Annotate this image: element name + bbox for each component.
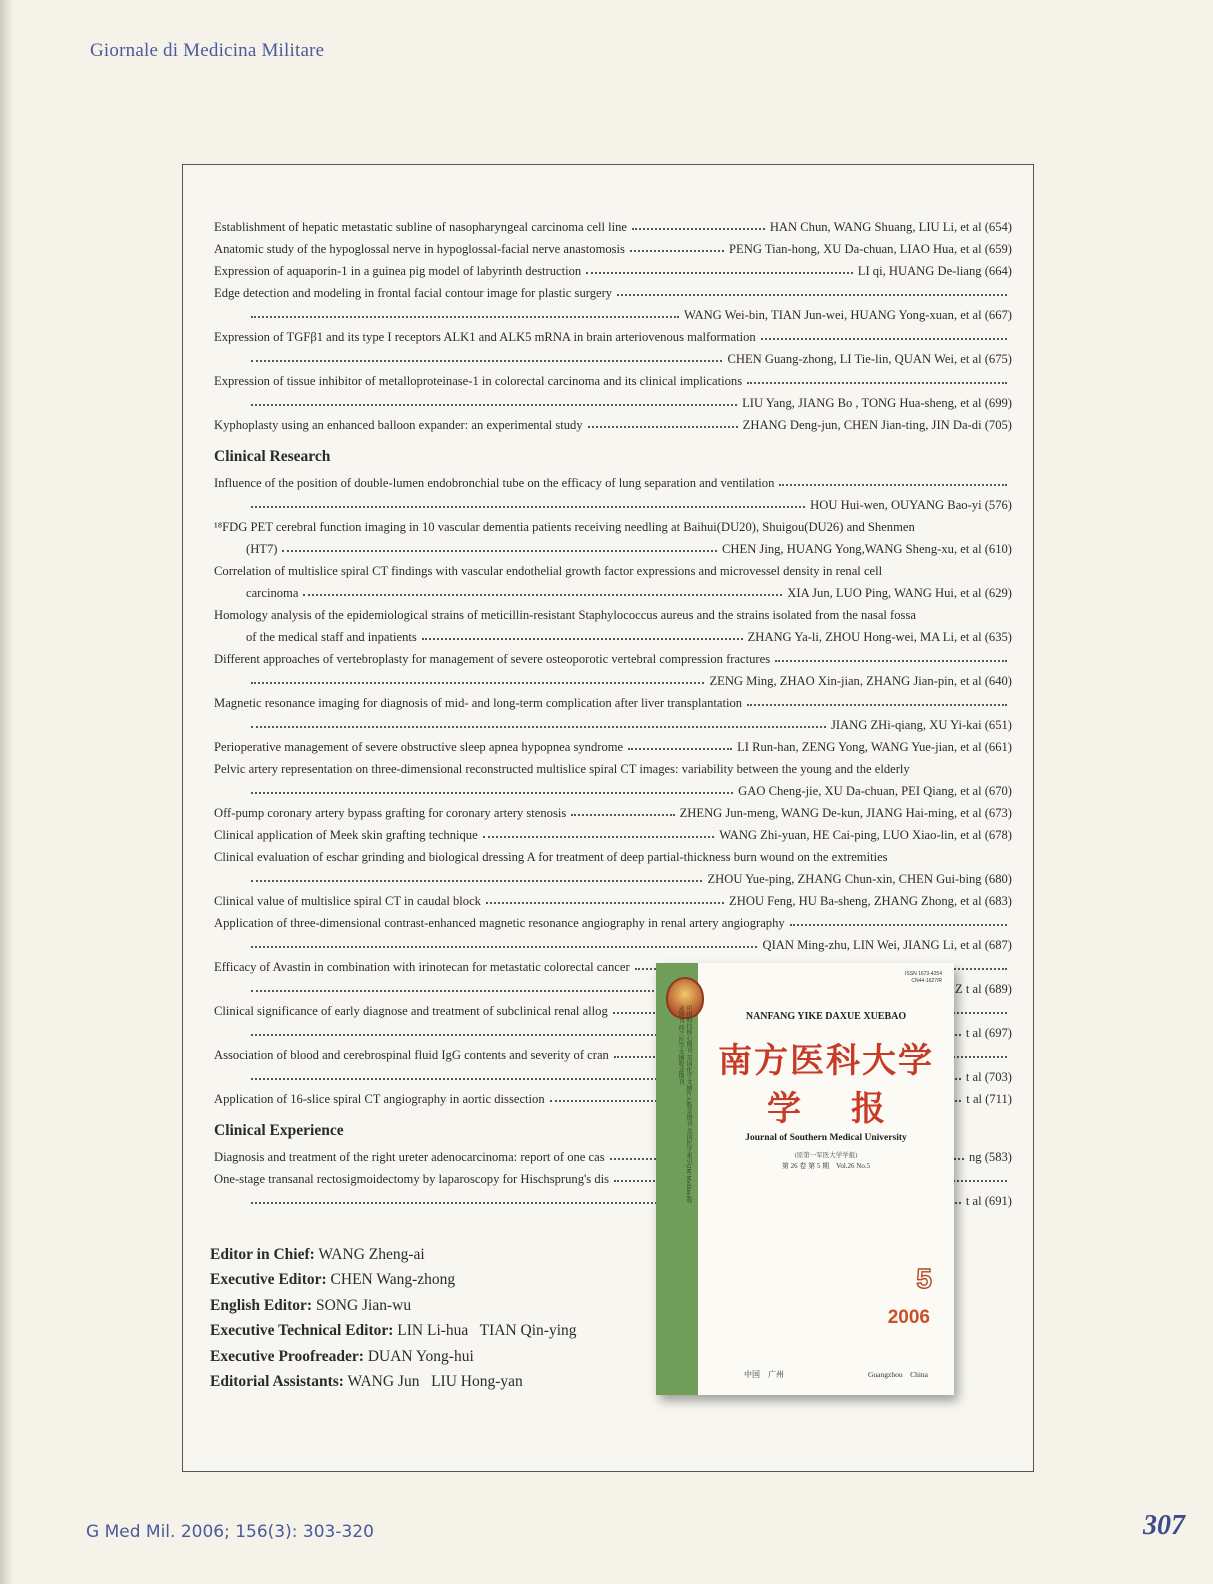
article-authors-page: t al (697) bbox=[965, 1026, 1012, 1040]
dot-leader bbox=[251, 946, 757, 948]
toc-line bbox=[214, 714, 1012, 736]
article-title: Expression of TGFβ1 and its type I receptors ALK1 and ALK5 mRNA in brain arteriovenous malformation bbox=[214, 330, 756, 344]
article-title: Influence of the position of double-lumen endobronchial tube on the efficacy of lung separation and ventilation bbox=[214, 476, 775, 490]
article-authors-page: t al (703) bbox=[965, 1070, 1012, 1084]
masthead bbox=[210, 1242, 577, 1394]
dot-leader bbox=[628, 748, 732, 750]
dot-leader bbox=[586, 272, 853, 274]
toc-line bbox=[214, 216, 1012, 238]
masthead-label: Editor in Chief: bbox=[210, 1246, 315, 1263]
article-title: Clinical significance of early diagnose and treatment of subclinical renal allog bbox=[214, 1004, 608, 1018]
cover-city-english: Guangzhou China bbox=[868, 1370, 928, 1379]
toc-line bbox=[214, 824, 1012, 846]
article-title: Different approaches of vertebroplasty for management of severe osteoporotic vertebral compression fractures bbox=[214, 652, 771, 666]
cover-issue-number: 5 bbox=[916, 1263, 932, 1294]
masthead-row bbox=[210, 1293, 577, 1318]
article-title: Perioperative management of severe obstructive sleep apnea hypopnea syndrome bbox=[214, 740, 624, 754]
page-gutter bbox=[0, 0, 14, 1584]
toc-entry bbox=[214, 758, 1012, 802]
dot-leader bbox=[251, 792, 733, 794]
article-authors-page: GAO Cheng-jie, XU Da-chuan, PEI Qiang, et al (670) bbox=[738, 784, 1012, 798]
article-authors-page: CHEN Jing, HUANG Yong,WANG Sheng-xu, et al (610) bbox=[722, 542, 1012, 556]
toc-line bbox=[214, 648, 1012, 670]
toc-line bbox=[214, 582, 1012, 604]
toc-entry bbox=[214, 890, 1012, 912]
article-title: Correlation of multislice spiral CT findings with vascular endothelial growth factor expressions and microvessel density in renal cell bbox=[214, 564, 883, 578]
toc-line bbox=[214, 736, 1012, 758]
cover-english-title: Journal of Southern Medical University bbox=[745, 1133, 907, 1143]
article-title: Application of three-dimensional contrast-enhanced magnetic resonance angiography in renal artery angiography bbox=[214, 916, 785, 930]
masthead-label: Executive Technical Editor: bbox=[210, 1322, 394, 1340]
toc-line bbox=[214, 692, 1012, 714]
toc-line bbox=[214, 348, 1012, 370]
toc-line bbox=[214, 370, 1012, 392]
masthead-row bbox=[210, 1344, 577, 1369]
toc-line bbox=[214, 414, 1012, 436]
toc-line bbox=[214, 260, 1012, 282]
article-authors-page: t al (691) bbox=[965, 1194, 1012, 1208]
article-authors-page: ZHENG Jun-meng, WANG De-kun, JIANG Hai-ming, et al (673) bbox=[679, 806, 1012, 820]
article-title: Kyphoplasty using an enhanced balloon expander: an experimental study bbox=[214, 418, 583, 432]
cover-volume: 第 26 卷 第 5 期 Vol.26 No.5 bbox=[781, 1162, 871, 1170]
toc-entry bbox=[214, 824, 1012, 846]
article-authors-page: HOU Hui-wen, OUYANG Bao-yi (576) bbox=[810, 498, 1012, 512]
cover-spine-text: 中国科技核心期刊 美国化学文摘(CA)收录期刊 美国医学索引(IM/Medline)收录期刊 荷兰医学文摘收录期刊 bbox=[677, 1005, 691, 1204]
dot-leader bbox=[483, 836, 715, 838]
toc-entry bbox=[214, 516, 1012, 560]
toc-line bbox=[214, 472, 1012, 494]
masthead-row bbox=[210, 1369, 577, 1394]
dot-leader bbox=[251, 360, 722, 362]
dot-leader bbox=[251, 726, 826, 728]
masthead-value: WANG Zheng-ai bbox=[318, 1246, 425, 1263]
toc-line bbox=[214, 516, 1012, 538]
dot-leader bbox=[303, 594, 782, 596]
article-authors-page: ng (583) bbox=[968, 1150, 1012, 1164]
masthead-value: LIN Li-hua TIAN Qin-ying bbox=[397, 1322, 577, 1340]
article-authors-page: ZHANG Ya-li, ZHOU Hong-wei, MA Li, et al (635) bbox=[747, 630, 1012, 644]
cover-pinyin-title: NANFANG YIKE DAXUE XUEBAO bbox=[745, 1011, 907, 1022]
toc-entry bbox=[214, 560, 1012, 604]
toc-line bbox=[214, 604, 1012, 626]
dot-leader bbox=[251, 682, 704, 684]
toc-entry bbox=[214, 238, 1012, 260]
toc-entry bbox=[214, 604, 1012, 648]
dot-leader bbox=[251, 880, 702, 882]
running-head: Giornale di Medicina Militare bbox=[90, 40, 325, 61]
article-title: Anatomic study of the hypoglossal nerve in hypoglossal-facial nerve anastomosis bbox=[214, 242, 625, 256]
toc-entry bbox=[214, 736, 1012, 758]
article-authors-page: PENG Tian-hong, XU Da-chuan, LIAO Hua, et al (659) bbox=[729, 242, 1012, 256]
article-authors-page: JIANG ZHi-qiang, XU Yi-kai (651) bbox=[830, 718, 1012, 732]
dot-leader bbox=[761, 338, 1007, 340]
toc-line bbox=[214, 802, 1012, 824]
cover-issn: ISSN 1673-4254 CN44-1627/R bbox=[905, 971, 942, 984]
article-authors-page: ZHOU Feng, HU Ba-sheng, ZHANG Zhong, et al (683) bbox=[729, 894, 1012, 908]
masthead-row bbox=[210, 1267, 577, 1292]
masthead-label: Editorial Assistants: bbox=[210, 1373, 344, 1391]
article-title: carcinoma bbox=[246, 586, 299, 600]
toc-entry bbox=[214, 648, 1012, 692]
article-title: Clinical evaluation of eschar grinding and biological dressing A for treatment of deep partial-thickness burn wound on the extremities bbox=[214, 850, 888, 864]
article-authors-page: WANG Wei-bin, TIAN Jun-wei, HUANG Yong-xuan, et al (667) bbox=[683, 308, 1012, 322]
article-authors-page: WANG Zhi-yuan, HE Cai-ping, LUO Xiao-lin, et al (678) bbox=[719, 828, 1012, 842]
toc-entry bbox=[214, 414, 1012, 436]
toc-line bbox=[214, 626, 1012, 648]
article-title: Application of 16-slice spiral CT angiography in aortic dissection bbox=[214, 1092, 545, 1106]
article-authors-page: ZHOU Yue-ping, ZHANG Chun-xin, CHEN Gui-bing (680) bbox=[707, 872, 1012, 886]
toc-entry bbox=[214, 326, 1012, 370]
article-title: Edge detection and modeling in frontal facial contour image for plastic surgery bbox=[214, 286, 613, 300]
page-number: 307 bbox=[1143, 1510, 1185, 1541]
article-title: Magnetic resonance imaging for diagnosis of mid- and long-term complication after liver transplantation bbox=[214, 696, 743, 710]
dot-leader bbox=[779, 484, 1007, 486]
dot-leader bbox=[282, 550, 717, 552]
cover-subtitle: (原第一军医大学学报) bbox=[794, 1152, 858, 1159]
toc-entry bbox=[214, 912, 1012, 956]
article-title: (HT7) bbox=[246, 542, 278, 556]
dot-leader bbox=[747, 382, 1007, 384]
toc-entry bbox=[214, 370, 1012, 414]
section-heading: Clinical Experience bbox=[214, 1122, 344, 1139]
dot-leader bbox=[251, 506, 805, 508]
article-title: Pelvic artery representation on three-dimensional reconstructed multislice spiral CT images: variability between the young and the elderly bbox=[214, 762, 910, 776]
article-title: Clinical application of Meek skin grafting technique bbox=[214, 828, 478, 842]
article-title: of the medical staff and inpatients bbox=[246, 630, 417, 644]
toc-line bbox=[214, 392, 1012, 414]
toc-entry bbox=[214, 692, 1012, 736]
dot-leader bbox=[251, 316, 679, 318]
article-authors-page: LIU Yang, JIANG Bo , TONG Hua-sheng, et al (699) bbox=[742, 396, 1012, 410]
toc-line bbox=[214, 282, 1012, 304]
toc-line bbox=[214, 934, 1012, 956]
toc-line bbox=[214, 912, 1012, 934]
toc-entry bbox=[214, 260, 1012, 282]
masthead-row bbox=[210, 1242, 577, 1267]
footer-citation: G Med Mil. 2006; 156(3): 303-320 bbox=[86, 1522, 374, 1542]
section-heading: Clinical Research bbox=[214, 448, 331, 465]
cover-city-chinese: 中国 广州 bbox=[744, 1370, 784, 1379]
dot-leader bbox=[747, 704, 1007, 706]
cover-chinese-title-line2: 学报 bbox=[767, 1091, 935, 1128]
journal-cover-image bbox=[656, 963, 954, 1395]
toc-line bbox=[214, 846, 1012, 868]
article-title: One-stage transanal rectosigmoidectomy by laparoscopy for Hischsprung's dis bbox=[214, 1172, 610, 1186]
toc-line bbox=[214, 560, 1012, 582]
toc-line bbox=[214, 494, 1012, 516]
article-title: Efficacy of Avastin in combination with irinotecan for metastatic colorectal cancer bbox=[214, 960, 630, 974]
dot-leader bbox=[775, 660, 1007, 662]
article-authors-page: CHEN Guang-zhong, LI Tie-lin, QUAN Wei, et al (675) bbox=[727, 352, 1012, 366]
dot-leader bbox=[571, 814, 674, 816]
cover-spine bbox=[656, 963, 698, 1395]
article-authors-page: ZENG Ming, ZHAO Xin-jian, ZHANG Jian-pin, et al (640) bbox=[709, 674, 1012, 688]
article-authors-page: LI Run-han, ZENG Yong, WANG Yue-jian, et al (661) bbox=[737, 740, 1012, 754]
masthead-value: SONG Jian-wu bbox=[315, 1296, 412, 1314]
toc-line bbox=[214, 238, 1012, 260]
article-title: Clinical value of multislice spiral CT in caudal block bbox=[214, 894, 481, 908]
dot-leader bbox=[630, 250, 724, 252]
toc-line bbox=[214, 538, 1012, 560]
toc-entry bbox=[214, 472, 1012, 516]
masthead-value: WANG Jun LIU Hong-yan bbox=[347, 1373, 523, 1391]
article-authors-page: HAN Chun, WANG Shuang, LIU Li, et al (654) bbox=[769, 220, 1012, 234]
article-authors-page: LI qi, HUANG De-liang (664) bbox=[857, 264, 1012, 278]
article-authors-page: Z t al (689) bbox=[954, 982, 1012, 996]
article-authors-page: XIA Jun, LUO Ping, WANG Hui, et al (629) bbox=[787, 586, 1012, 600]
dot-leader bbox=[588, 426, 738, 428]
masthead-label: Executive Proofreader: bbox=[210, 1347, 364, 1365]
cover-chinese-title-line1: 南方医科大学 bbox=[718, 1043, 934, 1080]
toc-entry bbox=[214, 802, 1012, 824]
masthead-row bbox=[210, 1318, 577, 1343]
dot-leader bbox=[251, 404, 737, 406]
toc-line bbox=[214, 304, 1012, 326]
article-title: ¹⁸FDG PET cerebral function imaging in 10 vascular dementia patients receiving needling at Baihui(DU20), Shuigou(DU26) and Shenmen bbox=[214, 520, 915, 534]
dot-leader bbox=[632, 228, 765, 230]
dot-leader bbox=[790, 924, 1007, 926]
toc-entry bbox=[214, 846, 1012, 890]
toc-line bbox=[214, 890, 1012, 912]
toc-entry bbox=[214, 282, 1012, 326]
article-title: Establishment of hepatic metastatic subline of nasopharyngeal carcinoma cell line bbox=[214, 220, 627, 234]
cover-year: 2006 bbox=[887, 1307, 930, 1328]
masthead-value: DUAN Yong-hui bbox=[367, 1347, 474, 1365]
toc-line bbox=[214, 326, 1012, 348]
toc-line bbox=[214, 758, 1012, 780]
masthead-value: CHEN Wang-zhong bbox=[330, 1271, 456, 1289]
article-authors-page: t al (711) bbox=[966, 1092, 1012, 1106]
article-authors-page: QIAN Ming-zhu, LIN Wei, JIANG Li, et al (687) bbox=[762, 938, 1012, 952]
toc-line bbox=[214, 868, 1012, 890]
toc-line bbox=[214, 780, 1012, 802]
masthead-label: Executive Editor: bbox=[210, 1271, 327, 1289]
toc-line bbox=[214, 670, 1012, 692]
article-title: Homology analysis of the epidemiological strains of meticillin-resistant Staphylococcus aureus and the strains isolated from the nasal fossa bbox=[214, 608, 916, 622]
toc-entry bbox=[214, 216, 1012, 238]
dot-leader bbox=[486, 902, 724, 904]
article-title: Diagnosis and treatment of the right ureter adenocarcinoma: report of one cas bbox=[214, 1150, 605, 1164]
dot-leader bbox=[422, 638, 743, 640]
dot-leader bbox=[617, 294, 1007, 296]
article-title: Association of blood and cerebrospinal fluid IgG contents and severity of cran bbox=[214, 1048, 609, 1062]
article-title: Off-pump coronary artery bypass grafting for coronary artery stenosis bbox=[214, 806, 567, 820]
article-title: Expression of aquaporin-1 in a guinea pig model of labyrinth destruction bbox=[214, 264, 582, 278]
article-authors-page: ZHANG Deng-jun, CHEN Jian-ting, JIN Da-di (705) bbox=[742, 418, 1012, 432]
masthead-label: English Editor: bbox=[210, 1296, 313, 1314]
article-title: Expression of tissue inhibitor of metalloproteinase-1 in colorectal carcinoma and its clinical implications bbox=[214, 374, 743, 388]
